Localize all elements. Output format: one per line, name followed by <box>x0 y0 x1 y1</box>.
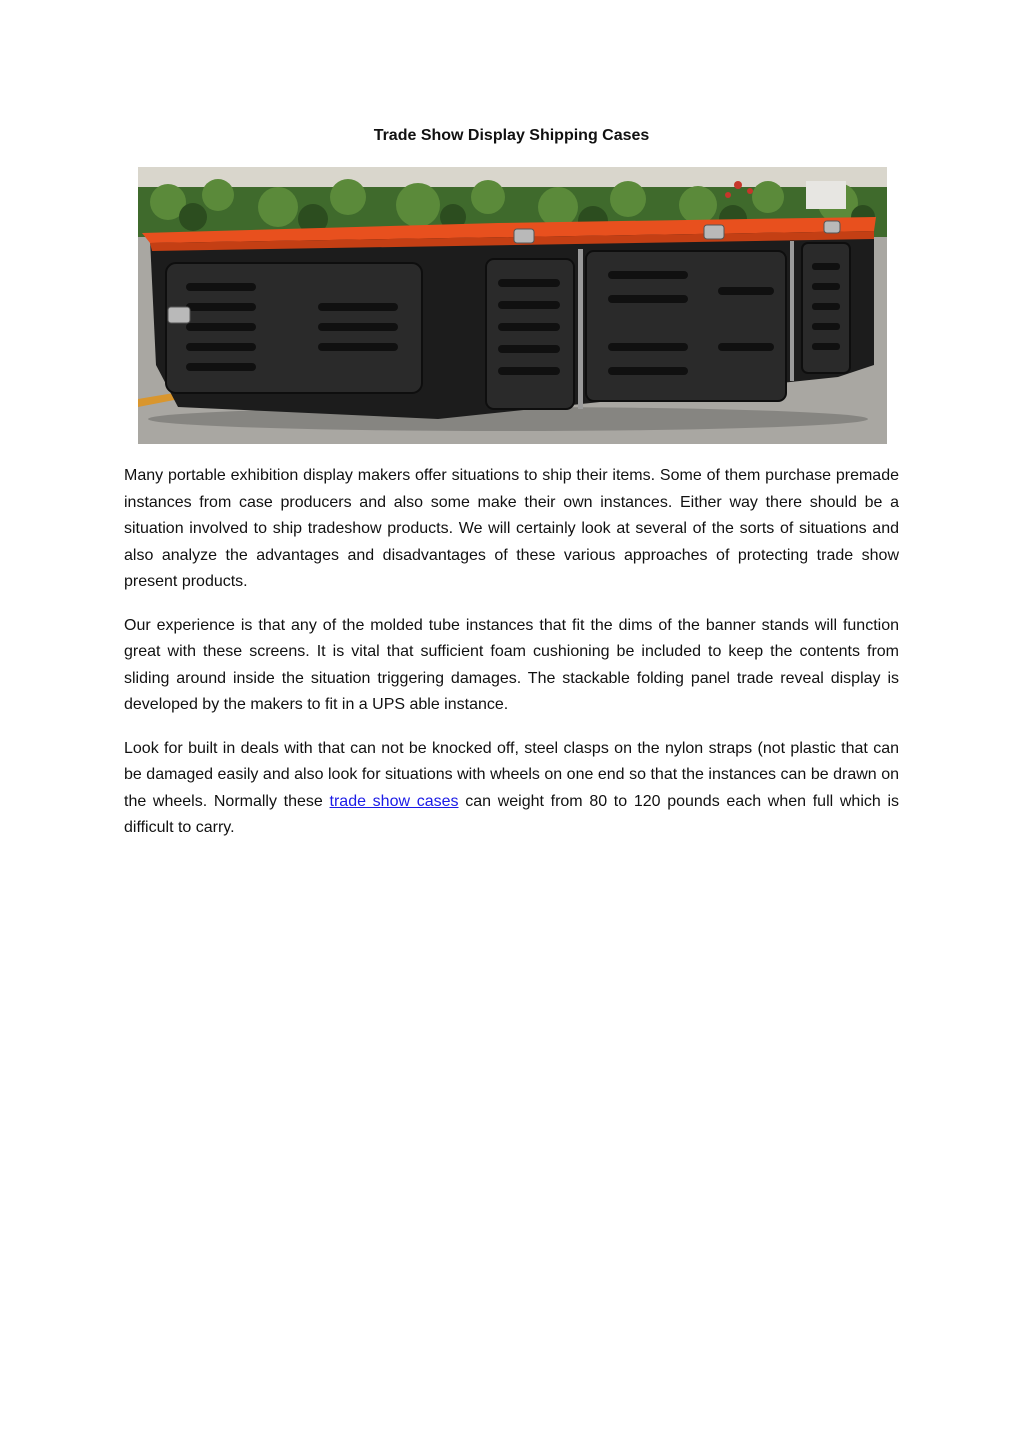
case-photo <box>138 167 887 444</box>
paragraph-1: Many portable exhibition display makers offer situations to ship their items. Some of them purchase premade instances from case producers and also some make their own instances. Either way there should be a situation involved to ship tradeshow products. We will certainly look at several of the sorts of situations and also analyze the advantages and disadvantages of these various approaches of protecting trade show present products. <box>124 467 899 590</box>
shipping-case-image <box>138 167 887 444</box>
trade-show-cases-link[interactable]: trade show cases <box>329 792 459 810</box>
paragraph-3 <box>124 736 899 842</box>
article-body <box>124 463 899 859</box>
page-title: Trade Show Display Shipping Cases <box>373 127 650 144</box>
paragraph-2: Our experience is that any of the molded tube instances that fit the dims of the banner stands will function great with these screens. It is vital that sufficient foam cushioning be included to keep the contents from sliding around inside the situation triggering damages. The stackable folding panel trade reveal display is developed by the makers to fit in a UPS able instance. <box>124 616 899 713</box>
paragraph-3-text-before-link: Look for built in deals with that can not be knocked off, steel clasps on the nylon straps (not plastic that can be damaged easily and also look for situations with wheels on one end so that the instances can be drawn on the wheels. Normally these <box>124 739 899 810</box>
paragraph-3-text-after-link: can weight from 80 to 120 pounds each when full which is difficult to carry. <box>124 792 900 836</box>
